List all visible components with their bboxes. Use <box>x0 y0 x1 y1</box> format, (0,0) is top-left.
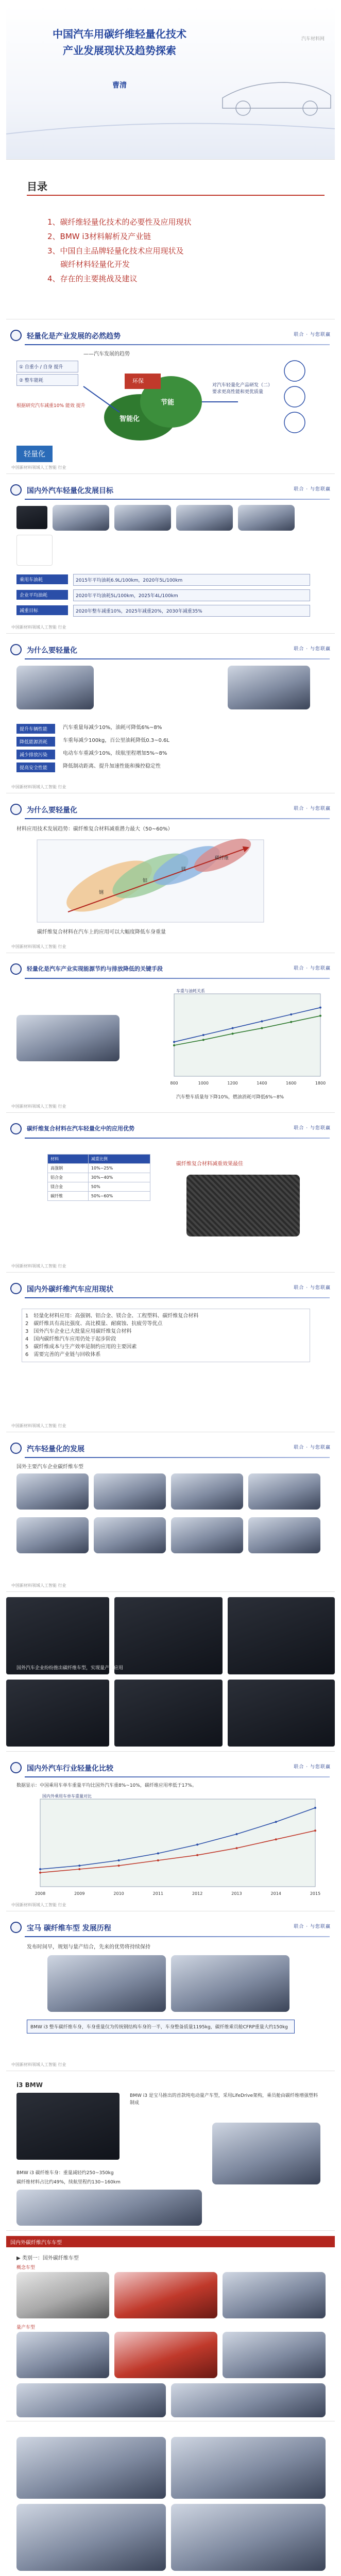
data-point <box>118 1865 120 1867</box>
comparison-slide <box>6 1118 335 1273</box>
materials-headline: 材料应用技术发展趋势：碳纤维复合材料减重潜力最大（50~60%） <box>16 826 173 832</box>
logo-icon <box>10 963 22 975</box>
car-image-3 <box>176 505 233 531</box>
chart-title: 车重与油耗关系 <box>176 989 205 993</box>
weight-fuel-slide <box>6 958 335 1113</box>
gallery-car-3 <box>171 1473 243 1510</box>
logo-icon <box>10 1283 22 1294</box>
model-car-1 <box>16 2272 109 2318</box>
dark-car-3 <box>228 1597 335 1674</box>
status-item-1 <box>25 1312 306 1320</box>
target-tag-2: 企业平均油耗 <box>16 590 68 600</box>
target-row-3: 2020年整车减重10%，2025年减重20%，2030年减重35% <box>73 605 310 617</box>
brand-text: 联合 · 与您联赢 <box>294 1285 331 1291</box>
status-text: 国外汽车企业已大批量应用碳纤维复合材料 <box>33 1329 132 1334</box>
domestic-foreign-slide <box>6 1757 335 1911</box>
bmw-caption: BMW i3 整车碳纤维车身，车身重量仅为传统钢结构车身的一半，车身整备质量1195kg，碳纤维乘员舱CFRP重量大约150kg <box>27 2020 295 2033</box>
table-row <box>48 1182 150 1192</box>
plot-area <box>174 994 320 1076</box>
slide-title: 宝马 碳纤维车型 发展历程 <box>27 1924 111 1933</box>
status-text: 国内碳纤维汽车应用仍处于起步阶段 <box>33 1336 116 1342</box>
data-point <box>196 1854 198 1856</box>
status-num: 2 <box>25 1321 29 1327</box>
title-divider <box>25 1297 330 1298</box>
extra-image-3 <box>16 2504 166 2571</box>
why-bullet-1: 汽车重量每减少10%，油耗可降低6%~8% <box>63 725 162 731</box>
material-label-2: 铝 <box>143 878 148 884</box>
car-image-right <box>228 666 310 709</box>
x-tick-label: 1200 <box>227 1081 238 1086</box>
sidebar-item-3: 减少排放污染 <box>16 750 55 759</box>
logo-icon <box>10 644 22 655</box>
brand-text: 联合 · 与您联赢 <box>294 1765 331 1770</box>
table-cell: 高强钢 <box>48 1164 89 1173</box>
status-item-5 <box>25 1343 306 1351</box>
data-point <box>118 1859 120 1861</box>
carbon-part-image <box>186 1175 300 1236</box>
title-divider <box>25 658 330 659</box>
models-label-1: 概念车型 <box>16 2265 36 2270</box>
gallery-slide <box>6 1437 335 1592</box>
data-point <box>290 1013 292 1015</box>
weight-fuel-chart <box>156 987 326 1090</box>
status-text: 碳纤维具有高比强度、高比模量、耐腐蚀、抗疲劳等优点 <box>33 1321 163 1327</box>
footer-text: 中国新材料领域人工智能 行业 <box>11 1423 66 1428</box>
slide-title: 轻量化是汽车产业实现能源节约与排放降低的关键手段 <box>27 965 163 972</box>
domestic-headline: 数据显示：中国乘用车单车重量平均比国外汽车重8%~10%，碳纤维应用率低于17%。 <box>16 1783 197 1788</box>
data-point <box>173 1044 175 1046</box>
table-header-cell: 材料 <box>48 1155 89 1164</box>
targets-slide <box>6 479 335 634</box>
status-list <box>22 1309 310 1362</box>
chart-title: 国内外乘用车单车重量对比 <box>42 1794 92 1799</box>
models-label-2: 量产车型 <box>16 2325 36 2330</box>
brand-text: 联合 · 与您联赢 <box>294 806 331 811</box>
sidebar-item-2: 降低能源消耗 <box>16 737 55 747</box>
table-cell: 50% <box>88 1182 150 1192</box>
footer-text: 中国新材料领域人工智能 行业 <box>11 1104 66 1109</box>
data-point <box>173 1041 175 1043</box>
model-car-2 <box>114 2272 217 2318</box>
model-car-4 <box>16 2332 109 2378</box>
data-point <box>290 1021 292 1023</box>
data-point <box>232 1027 234 1029</box>
footer-text: 中国新材料领域人工智能 行业 <box>11 1264 66 1268</box>
domestic-foreign-chart <box>22 1792 320 1900</box>
why-bullet-4: 降低制动距离、提升加速性能和操控稳定性 <box>63 764 161 769</box>
brand-logo-image <box>16 535 53 566</box>
dashboard-image <box>16 506 47 529</box>
table-cell: 10%~25% <box>88 1164 150 1173</box>
x-tick-label: 2014 <box>270 1891 281 1896</box>
comparison-table <box>47 1154 150 1201</box>
i3-bullet-2: 碳纤维材料占比约49%，续航里程约130~160km <box>16 2180 121 2185</box>
footer-text: 中国新材料领域人工智能 行业 <box>11 944 66 949</box>
red-banner: 国内外碳纤维汽车车型 <box>6 2236 335 2247</box>
brand-text: 联合 · 与您联赢 <box>294 647 331 652</box>
status-num: 3 <box>25 1329 29 1334</box>
x-tick-label: 2010 <box>113 1891 124 1896</box>
weight-fuel-note: 汽车整车质量每下降10%，燃油消耗可降低6%~8% <box>176 1095 284 1100</box>
extra-image-4 <box>171 2504 326 2571</box>
toc-item-2[interactable]: 2、BMW i3材料解析及产业链 <box>47 232 151 241</box>
slide-title: 国内外碳纤维汽车应用现状 <box>27 1285 113 1294</box>
extra-image-1 <box>16 2437 166 2499</box>
dark-car-6 <box>228 1680 335 1747</box>
slide-title: 为什么要轻量化 <box>27 806 77 815</box>
target-tag-3: 减重目标 <box>16 605 68 615</box>
gallery-car-5 <box>16 1517 89 1553</box>
x-tick-label: 1600 <box>286 1081 297 1086</box>
footer-text: 中国新材料领域人工智能 行业 <box>11 785 66 789</box>
data-point <box>319 1007 321 1009</box>
cover-title-line1: 中国汽车用碳纤维轻量化技术 <box>53 28 186 40</box>
gallery-car-6 <box>94 1517 166 1553</box>
cover-slide <box>6 5 335 160</box>
bmw-i3-slide <box>6 2076 335 2231</box>
dark-car-5 <box>114 1680 223 1747</box>
x-tick-label: 2015 <box>310 1891 320 1896</box>
status-item-6 <box>25 1351 306 1359</box>
toc-rule <box>27 195 325 196</box>
material-label-1: 钢 <box>99 890 104 895</box>
status-item-2 <box>25 1320 306 1328</box>
toc-item-1[interactable]: 1、碳纤维轻量化技术的必要性及应用现状 <box>47 217 192 227</box>
cover-author: 曹清 <box>112 81 127 90</box>
bmw-chassis-image <box>47 1955 166 2012</box>
title-divider <box>25 1457 330 1458</box>
brand-text: 联合 · 与您联赢 <box>294 1924 331 1929</box>
toc-item-3b: 碳纤材料轻量化开发 <box>60 260 130 269</box>
table-cell: 碳纤维 <box>48 1192 89 1201</box>
status-slide <box>6 1278 335 1432</box>
data-point <box>202 1034 204 1036</box>
status-num: 4 <box>25 1336 29 1342</box>
slide-title: 碳纤维复合材料在汽车轻量化中的应用优势 <box>27 1125 134 1132</box>
footer-text: 中国新材料领域人工智能 行业 <box>11 465 66 470</box>
gallery-car-1 <box>16 1473 89 1510</box>
x-tick-label: 1400 <box>257 1081 267 1086</box>
data-point <box>261 1027 263 1029</box>
toc-item-3[interactable]: 3、中国自主品牌轻量化技术应用现状及 <box>47 246 184 256</box>
dark-car-4 <box>6 1680 109 1747</box>
title-divider <box>25 1776 330 1777</box>
left-item-2: ② 整车能耗 <box>16 374 78 386</box>
bmw-history-slide <box>6 1917 335 2071</box>
data-point <box>275 1821 277 1823</box>
i3-hero-image <box>16 2093 120 2160</box>
plot-area <box>40 1799 315 1887</box>
target-row-1: 2015年平均油耗6.9L/100km，2020年5L/100km <box>73 574 310 586</box>
material-label-3: 镁 <box>181 867 186 872</box>
title-divider <box>25 499 330 500</box>
brand-text: 联合 · 与您联赢 <box>294 332 331 337</box>
i3-title: i3 BMW <box>16 2081 43 2089</box>
data-point <box>202 1039 204 1041</box>
x-tick-label: 2012 <box>192 1891 203 1896</box>
dark-gallery-slide <box>6 1597 335 1752</box>
table-row <box>48 1192 150 1201</box>
data-point <box>235 1847 237 1849</box>
target-tag-1: 乘用车油耗 <box>16 574 68 584</box>
status-text: 碳纤维成本与生产效率是制约应用的主要因素 <box>33 1344 137 1350</box>
data-point <box>232 1032 234 1035</box>
slide-title: 汽车轻量化的发展 <box>27 1445 84 1453</box>
model-car-6 <box>223 2332 326 2378</box>
sidebar-item-4: 提高安全性能 <box>16 762 55 772</box>
brand-text: 联合 · 与您联赢 <box>294 487 331 492</box>
title-divider <box>25 1936 330 1937</box>
cover-car-sketch <box>6 5 335 160</box>
material-label-4: 碳纤维 <box>215 856 229 861</box>
status-num: 1 <box>25 1313 29 1319</box>
x-tick-label: 1000 <box>198 1081 209 1086</box>
data-point <box>78 1868 80 1870</box>
status-item-3 <box>25 1328 306 1335</box>
car-image-left <box>16 666 94 709</box>
bottom-label: 轻量化 <box>16 446 53 462</box>
dark-car-2 <box>114 1597 223 1674</box>
gallery-banner: 国外主要汽车企业碳纤维车型 <box>16 1464 83 1470</box>
footer-text: 中国新材料领域人工智能 行业 <box>11 1583 66 1588</box>
i3-bullet-1: BMW i3 碳纤维车身：重量减轻约250~350kg <box>16 2171 114 2176</box>
data-point <box>235 1833 237 1835</box>
toc-slide <box>6 165 335 319</box>
status-item-4 <box>25 1335 306 1343</box>
data-point <box>314 1829 316 1832</box>
bmw-item: 发布时间早，规划与量产结合，先来的优势将持续保持 <box>27 1944 150 1950</box>
title-divider <box>25 978 330 979</box>
table-cell: 镁合金 <box>48 1182 89 1192</box>
toc-heading: 目录 <box>27 180 47 193</box>
extra-slide-1 <box>6 2427 335 2576</box>
dark-car-1 <box>6 1597 109 1674</box>
data-point <box>314 1807 316 1809</box>
logo-icon <box>10 1922 22 1933</box>
x-tick-label: 800 <box>170 1081 178 1086</box>
data-point <box>78 1865 80 1867</box>
materials-caption: 碳纤维复合材料在汽车上的应用可以大幅度降低车身重量 <box>37 929 166 935</box>
car-image-1 <box>53 505 109 531</box>
table-cell: 50%~60% <box>88 1192 150 1201</box>
dark-gallery-caption: 国外汽车企业纷纷推出碳纤维车型，实现量产化应用 <box>16 1666 124 1671</box>
table-cell: 30%~40% <box>88 1173 150 1182</box>
cover-watermark: 汽车材料网 <box>301 37 325 42</box>
slide-title: 国内外汽车行业轻量化比较 <box>27 1765 113 1773</box>
x-tick-label: 1800 <box>315 1081 326 1086</box>
status-num: 5 <box>25 1344 29 1350</box>
i3-side-image <box>16 2190 202 2226</box>
footer-text: 中国新材料领域人工智能 行业 <box>11 1903 66 1907</box>
logo-icon <box>10 1443 22 1454</box>
table-row <box>48 1164 150 1173</box>
trend-note: 根据研究汽车减重10% 能效 提升 <box>16 403 86 409</box>
gallery-car-2 <box>94 1473 166 1510</box>
brand-text: 联合 · 与您联赢 <box>294 966 331 971</box>
left-item-1: ① 自重小 / 自身 提升 <box>16 361 78 372</box>
slide-title: 国内外汽车轻量化发展目标 <box>27 487 113 495</box>
footer-text: 中国新材料领域人工智能 行业 <box>11 2062 66 2067</box>
trend-subtitle: ——汽车发展的趋势 <box>83 351 130 357</box>
toc-item-4[interactable]: 4、存在的主要挑战及建议 <box>47 274 138 283</box>
table-cell: 铝合金 <box>48 1173 89 1182</box>
x-tick-label: 2009 <box>74 1891 85 1896</box>
trend-slide <box>6 325 335 474</box>
why-bullet-3: 电动车车重减少10%，续航里程增加5%~8% <box>63 751 167 756</box>
trend-right-note: 对汽车轻量化产品研发（二）要求更高性能和更优质量 <box>212 383 273 395</box>
logo-icon <box>10 1762 22 1773</box>
data-point <box>319 1015 321 1017</box>
status-num: 6 <box>25 1352 29 1358</box>
right-label: 节能 <box>161 399 175 406</box>
cover-title-line2: 产业发展现状及趋势探索 <box>63 44 176 57</box>
x-tick-label: 2008 <box>35 1891 46 1896</box>
status-text: 需要完善的产业链与回收体系 <box>33 1352 101 1358</box>
slide-title: 为什么要轻量化 <box>27 647 77 655</box>
i3-wheel-image <box>212 2123 320 2184</box>
slide-title: 轻量化是产业发展的必然趋势 <box>27 332 121 341</box>
i3-right-text: BMW i3 是宝马推出的首款纯电动量产车型，采用LifeDrive架构，乘员舱由碳纤维增强塑料制成 <box>130 2093 318 2106</box>
data-point <box>157 1859 159 1861</box>
carbon-models-slide <box>6 2236 335 2421</box>
data-point <box>157 1852 159 1854</box>
target-row-2: 2020年平均油耗5L/100km，2025年4L/100km <box>73 589 310 601</box>
data-point <box>39 1868 41 1870</box>
logo-icon <box>10 1123 22 1134</box>
footer-text: 中国新材料领域人工智能 行业 <box>11 625 66 630</box>
gallery-car-8 <box>248 1517 320 1553</box>
why-slide <box>6 639 335 793</box>
why-bullet-2: 车重每减少100kg，百公里油耗降低0.3~0.6L <box>63 738 169 743</box>
table-row <box>48 1173 150 1182</box>
x-tick-label: 2011 <box>152 1891 164 1896</box>
data-point <box>196 1843 198 1845</box>
model-car-8 <box>171 2383 326 2417</box>
car-image-4 <box>238 505 295 531</box>
sidebar-item-1: 提升车辆性能 <box>16 724 55 734</box>
model-car-7 <box>16 2383 166 2417</box>
arrow-label: 环保 <box>132 378 144 384</box>
logo-icon <box>10 484 22 496</box>
car-image-2 <box>114 505 171 531</box>
extra-image-2 <box>171 2437 326 2499</box>
data-point <box>39 1872 41 1874</box>
car-cutaway-image <box>16 1015 120 1061</box>
brand-text: 联合 · 与您联赢 <box>294 1445 331 1450</box>
brand-text: 联合 · 与您联赢 <box>294 1126 331 1131</box>
gallery-car-7 <box>171 1517 243 1553</box>
data-point <box>275 1838 277 1840</box>
model-car-3 <box>223 2272 326 2318</box>
materials-slide <box>6 799 335 953</box>
x-tick-label: 2013 <box>231 1891 242 1896</box>
center-label: 智能化 <box>120 415 140 423</box>
table-header-cell: 减重比例 <box>88 1155 150 1164</box>
status-text: 轻量化材料应用：高强钢、铝合金、镁合金、工程塑料、碳纤维复合材料 <box>33 1313 199 1319</box>
data-point <box>261 1020 263 1022</box>
gallery-car-4 <box>248 1473 320 1510</box>
model-car-5 <box>114 2332 217 2378</box>
bmw-frame-image <box>171 1955 289 2012</box>
comparison-right-title: 碳纤维复合材料减重效果最佳 <box>176 1161 243 1167</box>
models-subtitle: ▶ 类别一：国外碳纤维车型 <box>16 2256 79 2261</box>
title-divider <box>25 1138 330 1139</box>
